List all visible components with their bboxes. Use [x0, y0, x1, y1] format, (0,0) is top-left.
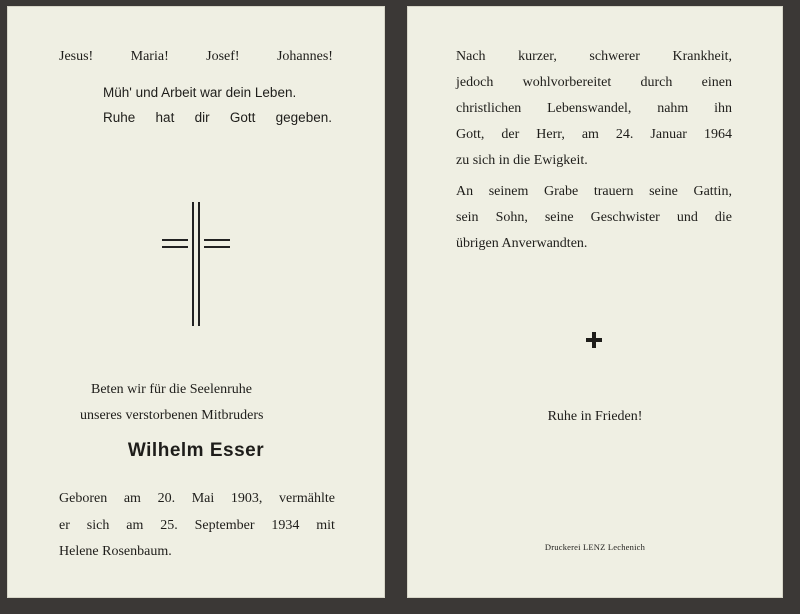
word: wohlvorbereitet — [522, 75, 612, 90]
word: 20. — [157, 491, 176, 506]
word: Januar — [650, 127, 687, 142]
death-line-5: zu sich in die Ewigkeit. — [456, 153, 588, 168]
death-line-4 — [456, 127, 732, 143]
quote-line-1: Müh' und Arbeit war dein Leben. — [103, 85, 297, 100]
bio-line-1 — [59, 491, 335, 507]
right-card — [407, 6, 783, 598]
word: die — [714, 210, 732, 225]
word: vermählte — [279, 491, 335, 506]
mourning-line-1 — [456, 184, 732, 200]
quote-line-2 — [103, 110, 332, 126]
word: jedoch — [456, 75, 494, 90]
word: Krankheit, — [672, 49, 732, 64]
word: Nach — [456, 49, 486, 64]
bio-line-3: Helene Rosenbaum. — [59, 544, 172, 559]
invocation: Maria! — [130, 49, 169, 64]
word: sich — [86, 518, 110, 533]
word: 24. — [615, 127, 634, 142]
left-card — [7, 6, 385, 598]
invocation: Johannes! — [276, 49, 333, 64]
word: Mai — [191, 491, 215, 506]
death-line-2 — [456, 75, 732, 91]
word: 1903, — [230, 491, 263, 506]
word: er — [59, 518, 70, 533]
word: trauern — [593, 184, 634, 199]
word: Ruhe — [103, 110, 136, 125]
prayer-line-2: unseres verstorbenen Mitbruders — [80, 408, 264, 423]
word: 25. — [160, 518, 178, 533]
word: hat — [155, 110, 175, 125]
word: christlichen — [456, 101, 522, 116]
word: Gott, — [456, 127, 485, 142]
word: ihn — [714, 101, 732, 116]
word: seinem — [488, 184, 529, 199]
word: seine — [649, 184, 678, 199]
word: 1934 — [271, 518, 300, 533]
word: kurzer, — [518, 49, 557, 64]
word: An — [456, 184, 474, 199]
word: am — [581, 127, 599, 142]
printer-imprint: Druckerei LENZ Lechenich — [544, 542, 646, 552]
farewell: Ruhe in Frieden! — [547, 409, 643, 424]
bio-line-2 — [59, 518, 335, 534]
word: 1964 — [703, 127, 732, 142]
word: Gott — [229, 110, 256, 125]
word: gegeben. — [275, 110, 332, 125]
word: am — [123, 491, 141, 506]
word: Gattin, — [693, 184, 732, 199]
word: mit — [316, 518, 335, 533]
deceased-name: Wilhelm Esser — [127, 440, 265, 461]
prayer-line-1: Beten wir für die Seelenruhe — [91, 382, 252, 397]
word: am — [126, 518, 144, 533]
mourning-line-3: übrigen Anverwandten. — [456, 236, 588, 251]
death-line-3 — [456, 101, 732, 117]
word: dir — [194, 110, 210, 125]
word: durch — [640, 75, 673, 90]
cross-icon — [586, 332, 602, 348]
word: Lebenswandel, — [547, 101, 632, 116]
word: sein — [456, 210, 479, 225]
word: Sohn, — [495, 210, 528, 225]
cross-icon — [162, 202, 232, 326]
invocation: Jesus! — [59, 49, 94, 64]
word: und — [676, 210, 698, 225]
word: nahm — [657, 101, 689, 116]
word: seine — [544, 210, 574, 225]
word: Grabe — [544, 184, 579, 199]
word: Herr, — [536, 127, 565, 142]
word: September — [194, 518, 255, 533]
word: einen — [701, 75, 732, 90]
invocation: Josef! — [206, 49, 240, 64]
word: schwerer — [589, 49, 640, 64]
word: Geboren — [59, 491, 108, 506]
word: Geschwister — [590, 210, 660, 225]
mourning-line-2 — [456, 210, 732, 226]
death-line-1 — [456, 49, 732, 65]
invocations — [59, 49, 333, 65]
word: der — [501, 127, 520, 142]
